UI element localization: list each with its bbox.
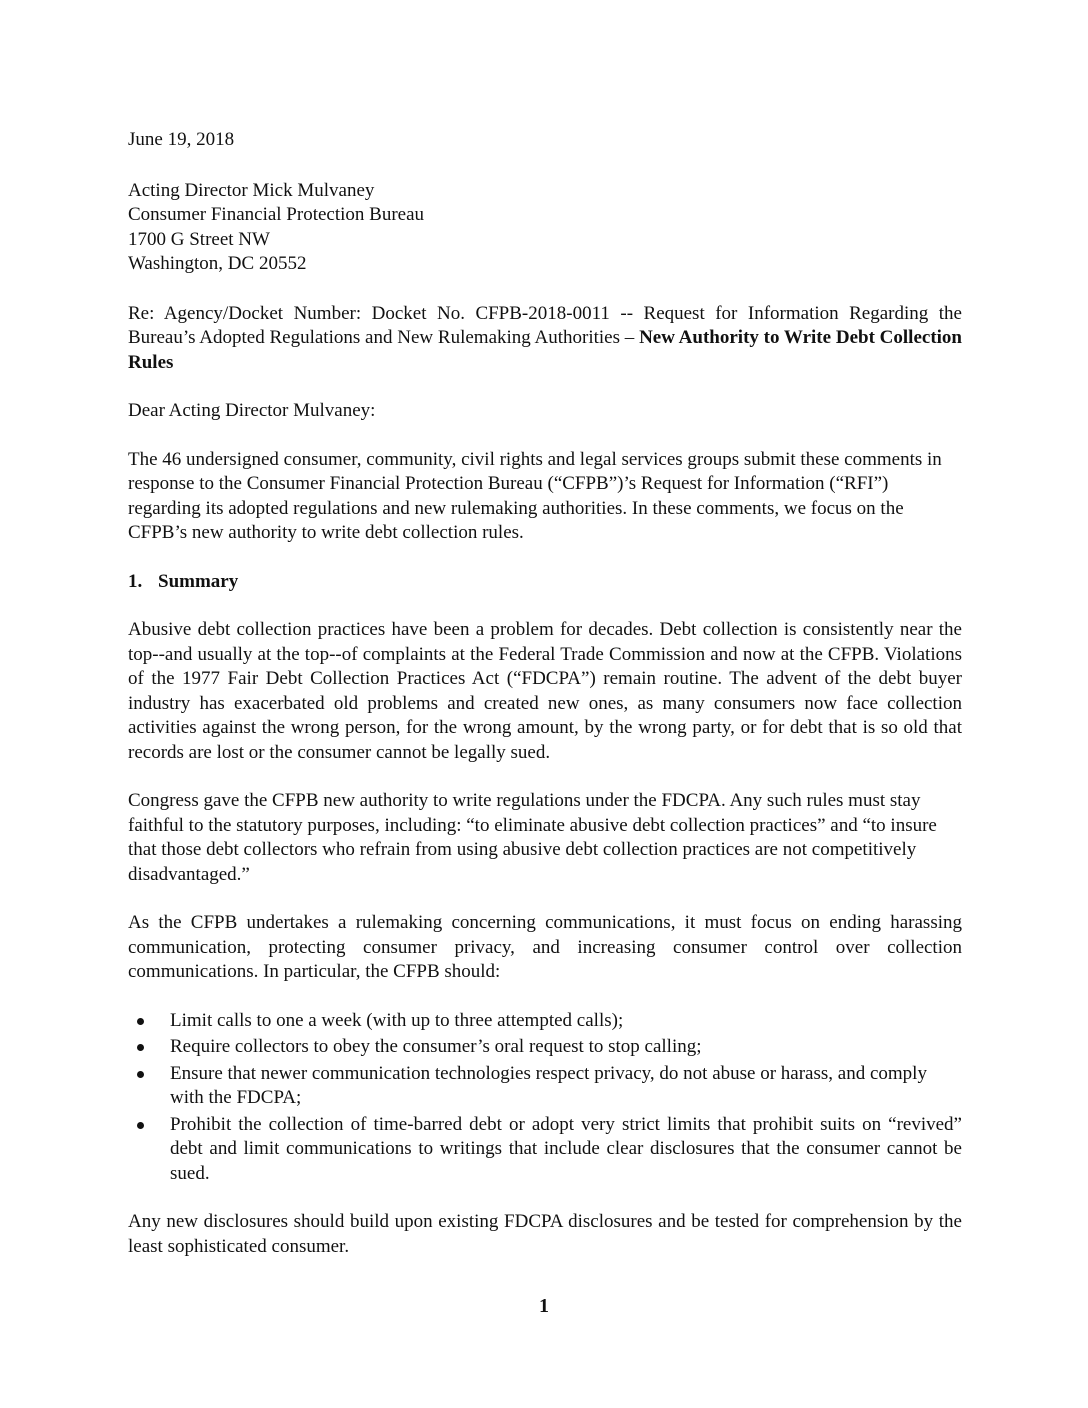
intro-paragraph: The 46 undersigned consumer, community, civil rights and legal services groups submit these comments in response to the Consumer Financial Protection Bureau (“CFPB”)’s Request for Information (“RFI”) regarding its adopted regulations and new rulemaking authorities. In these comments, we focus on the CFPB’s new authority to write debt collection rules.: [128, 448, 942, 543]
list-item-text: Limit calls to one a week (with up to three attempted calls);: [170, 1009, 624, 1031]
body-paragraph: Congress gave the CFPB new authority to write regulations under the FDCPA. Any such rules must stay faithful to the statutory purposes, including: “to eliminate abusive debt collection practices” and “to insure that those debt collectors who refrain from using abusive debt collection practices are not competitively disadvantaged.”: [128, 790, 937, 885]
list-item: [128, 1009, 962, 1034]
section-title: Summary: [158, 570, 239, 592]
letter-body: [128, 128, 962, 1283]
list-item-text: Prohibit the collection of time-barred debt or adopt very strict limits that prohibit suits on “revived” debt and limit communications to writings that include clear disclosures that the consumer cannot be sued.: [170, 1113, 962, 1184]
address-line: Washington, DC 20552: [128, 253, 307, 274]
salutation: Dear Acting Director Mulvaney:: [128, 400, 376, 421]
section-heading: [128, 570, 962, 595]
list-item-text: Require collectors to obey the consumer’s oral request to stop calling;: [170, 1036, 702, 1057]
page-number: 1: [539, 1295, 549, 1317]
address-line: Acting Director Mick Mulvaney: [128, 179, 375, 201]
re-text: Re: Agency/Docket Number: Docket No. CFPB-2018-0011 -- Request for Information Regarding the Bureau’s Adopted Regulations and New Rulemaking Authorities –: [128, 302, 962, 348]
list-item: [128, 1035, 962, 1060]
body-paragraph: As the CFPB undertakes a rulemaking concerning communications, it must focus on ending harassing communication, protecting consumer privacy, and increasing consumer control over collection communications. In particular, the CFPB should:: [128, 912, 962, 982]
bullet-icon: [137, 1071, 144, 1078]
list-item: [128, 1062, 962, 1111]
list-item-text: Ensure that newer communication technologies respect privacy, do not abuse or harass, and comply with the FDCPA;: [170, 1062, 927, 1108]
letter-date: June 19, 2018: [128, 129, 235, 150]
closing-paragraph: Any new disclosures should build upon existing FDCPA disclosures and be tested for comprehension by the least sophisticated consumer.: [128, 1211, 962, 1257]
bullet-icon: [137, 1122, 144, 1129]
address-line: 1700 G Street NW: [128, 228, 270, 250]
list-item: [128, 1113, 962, 1187]
section-number: 1.: [128, 570, 143, 592]
body-paragraph: Abusive debt collection practices have been a problem for decades. Debt collection is consistently near the top--and usually at the top--of complaints at the Federal Trade Commission and now at the CFPB. Violations of the 1977 Fair Debt Collection Practices Act (“FDCPA”) remain routine. The advent of the debt buyer industry has exacerbated old problems and created new ones, as many consumers now face collection activities against the wrong person, for the wrong amount, by the wrong party, or for debt that is so old that records are lost or the consumer cannot be legally sued.: [128, 619, 962, 763]
recipient-address: [128, 179, 962, 277]
address-line: Consumer Financial Protection Bureau: [128, 204, 425, 225]
re-line: [128, 302, 962, 376]
bullet-icon: [137, 1018, 144, 1025]
bullet-icon: [137, 1044, 144, 1051]
re-bold-text: New Authority to Write Debt Collection Rules: [128, 327, 962, 373]
recommendation-list: [128, 1009, 962, 1187]
